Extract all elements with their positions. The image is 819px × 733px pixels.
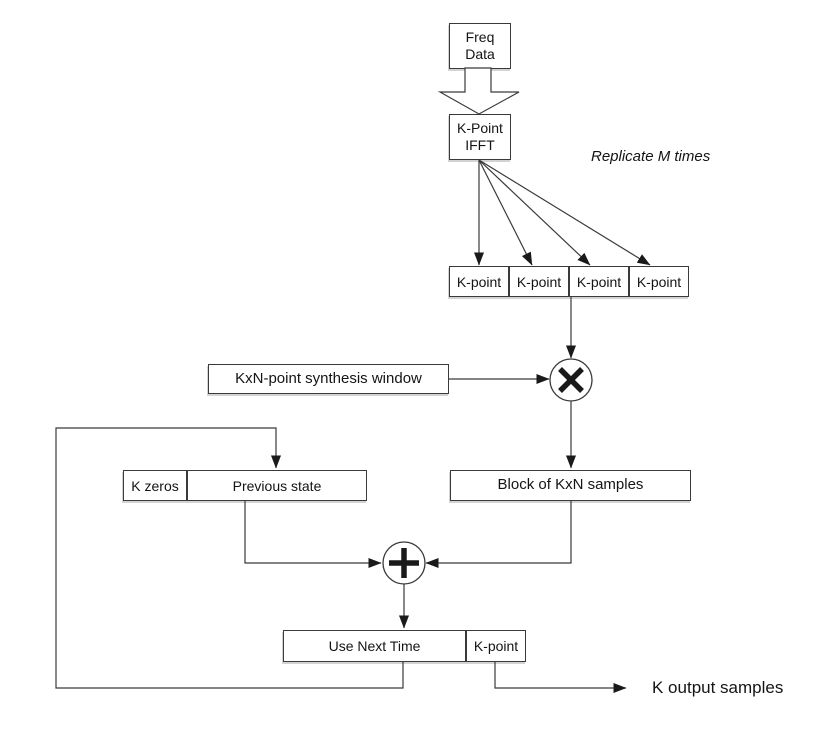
replicate-note: Replicate M times	[591, 148, 711, 165]
k-zeros-cell: K zeros	[131, 477, 179, 494]
ifft-label-line2: IFFT	[465, 137, 495, 153]
kpoint-cell-2: K-point	[508, 267, 568, 296]
output-kpoint-cell: K-point	[465, 631, 525, 661]
use-next-time-cell: Use Next Time	[328, 638, 421, 654]
connector-state-to-adder	[245, 501, 381, 563]
synthesis-window-box: KxN-point synthesis window	[208, 364, 449, 394]
output-samples-label: K output samples	[652, 678, 784, 697]
add-node-icon	[383, 542, 425, 584]
kpoint-ifft-box	[449, 114, 511, 160]
state-row	[123, 470, 367, 501]
kpoint-row	[449, 266, 689, 297]
previous-state-cell: Previous state	[186, 471, 366, 500]
freq-data-box	[449, 23, 511, 69]
connector-replicate-fan	[479, 160, 650, 265]
connector-output	[495, 661, 626, 688]
block-samples-box: Block of KxN samples	[450, 470, 691, 501]
connector-block-to-adder	[426, 501, 571, 563]
freq-data-label-line2: Data	[465, 46, 495, 62]
block-arrow-icon	[440, 68, 519, 114]
freq-data-label-line1: Freq	[465, 28, 495, 45]
ifft-label-line1: K-Point	[457, 119, 503, 136]
kpoint-cell-1: K-point	[456, 273, 502, 290]
kpoint-cell-3: K-point	[568, 267, 628, 296]
use-next-row	[283, 630, 526, 662]
kpoint-cell-4: K-point	[628, 267, 688, 296]
multiply-node-icon	[550, 359, 592, 401]
